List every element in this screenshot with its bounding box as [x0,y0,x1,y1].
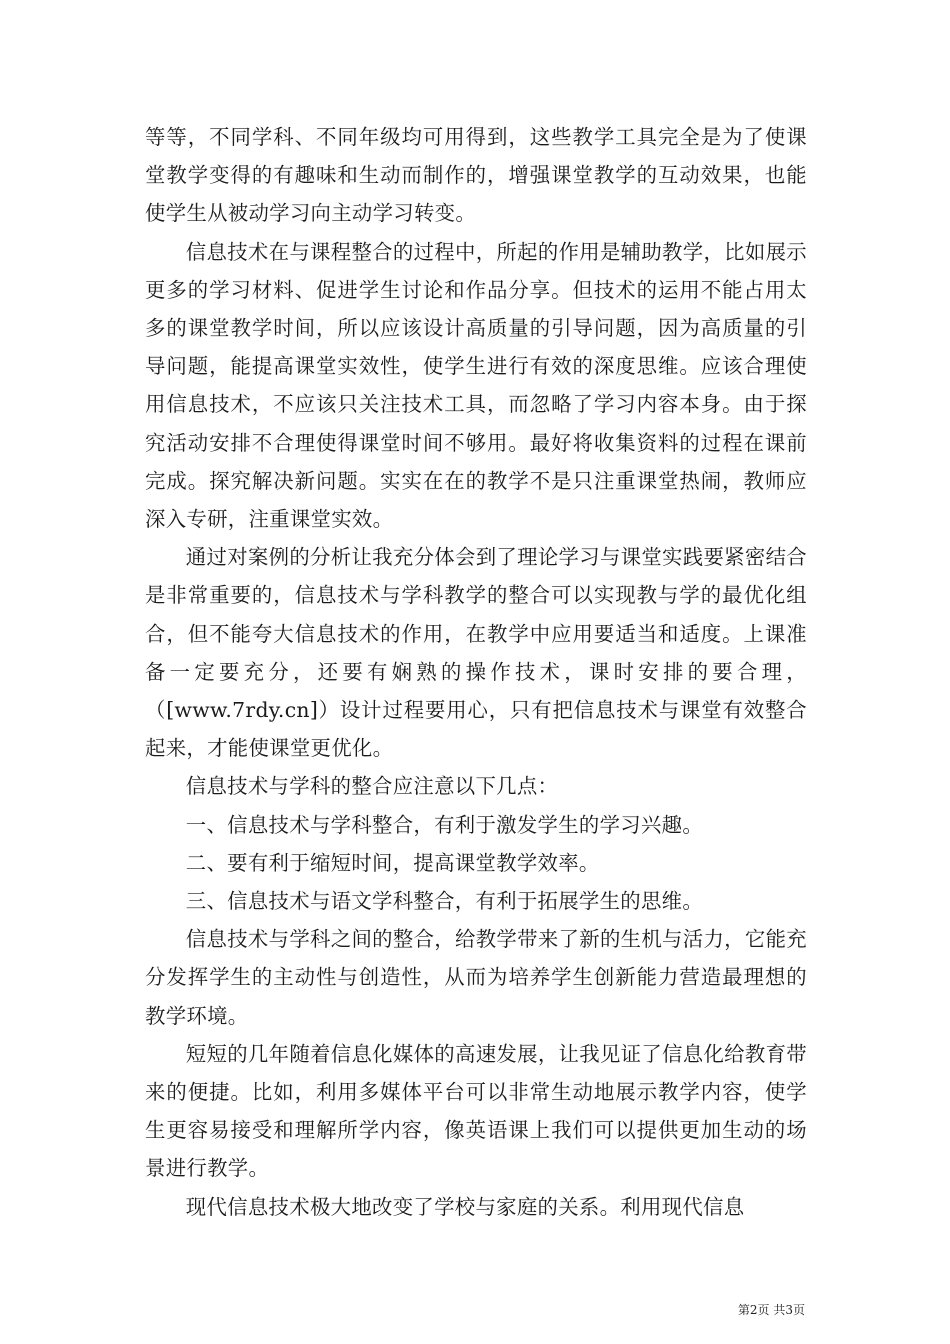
paragraph-3: 通过对案例的分析让我充分体会到了理论学习与课堂实践要紧密结合是非常重要的，信息技术与学科教学的整合可以实现教与学的最优化组合，但不能夸大信息技术的作用，在教学中应用要适当和适度。上课准备一定要充分，还要有娴熟的操作技术，课时安排的要合理，（[www.7rdy.cn]）设计过程要用心，只有把信息技术与课堂有效整合起来，才能使课堂更优化。 [145,545,807,761]
page-number-footer: 第2页 共3页 [737,1303,805,1317]
paragraph-6: 短短的几年随着信息化媒体的高速发展，让我见证了信息化给教育带来的便捷。比如，利用多媒体平台可以非常生动地展示教学内容，使学生更容易接受和理解所学内容，像英语课上我们可以提供更加生动的场景进行教学。 [145,1041,807,1181]
paragraph-2: 信息技术在与课程整合的过程中，所起的作用是辅助教学，比如展示更多的学习材料、促进学生讨论和作品分享。但技术的运用不能占用太多的课堂教学时间，所以应该设计高质量的引导问题，因为高质量的引导问题，能提高课堂实效性，使学生进行有效的深度思维。应该合理使用信息技术，不应该只关注技术工具，而忽略了学习内容本身。由于探究活动安排不合理使得课堂时间不够用。最好将收集资料的过程在课前完成。探究解决新问题。实实在在的教学不是只注重课堂热闹，教师应深入专研，注重课堂实效。 [145,239,807,532]
list-item-3: 三、信息技术与语文学科整合，有利于拓展学生的思维。 [185,889,704,914]
document-body [145,118,807,1226]
paragraph-4: 信息技术与学科的整合应注意以下几点： [185,774,559,799]
paragraph-1: 等等，不同学科、不同年级均可用得到，这些教学工具完全是为了使课堂教学变得的有趣味和生动而制作的，增强课堂教学的互动效果，也能使学生从被动学习向主动学习转变。 [145,125,807,226]
list-item-2: 二、要有利于缩短时间，提高课堂教学效率。 [185,850,600,875]
paragraph-5: 信息技术与学科之间的整合，给教学带来了新的生机与活力，它能充分发挥学生的主动性与创造性，从而为培养学生创新能力营造最理想的教学环境。 [145,927,807,1028]
list-item-1: 一、信息技术与学科整合，有利于激发学生的学习兴趣。 [185,812,704,837]
paragraph-7: 现代信息技术极大地改变了学校与家庭的关系。利用现代信息 [185,1194,745,1219]
